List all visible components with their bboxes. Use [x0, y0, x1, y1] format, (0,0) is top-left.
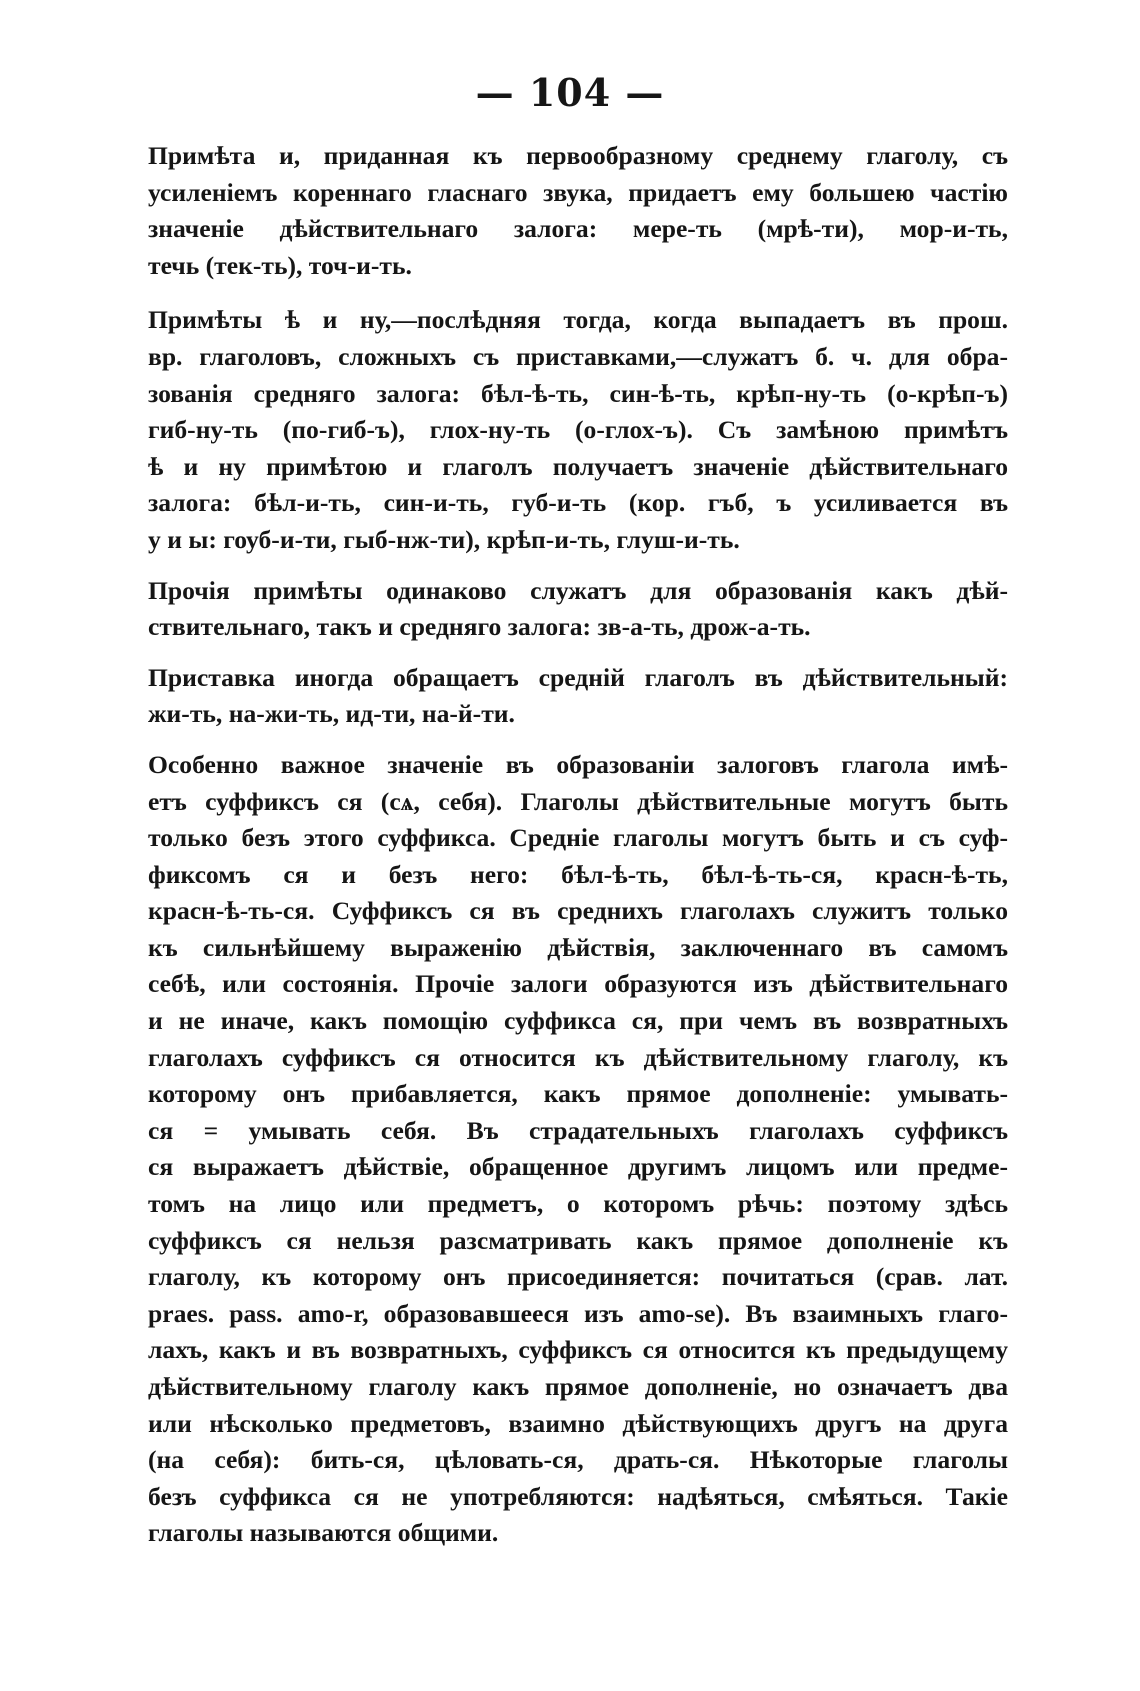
page-number: — 104 —	[475, 70, 665, 115]
text-line: глаголы называются общими.	[148, 1518, 499, 1548]
paragraph-1	[148, 138, 1008, 284]
text-line: вр. глаголовъ, сложныхъ съ приставками,—служатъ б. ч. для обра-	[148, 341, 1008, 371]
text-line: гиб-ну-ть (по-гиб-ъ), глох-ну-ть (о-глох-ъ). Съ замѣною примѣтъ	[148, 415, 1008, 445]
text-line: безъ суффикса ся не употребляются: надѣяться, смѣяться. Такіе	[148, 1481, 1008, 1511]
text-line: дѣйствительному глаголу какъ прямое дополненіе, но означаетъ два	[148, 1372, 1008, 1401]
text-line: себѣ, или состоянія. Прочіе залоги образуются изъ дѣйствительнаго	[148, 969, 1008, 999]
text-line: praes. pass. amo-r, образовавшееся изъ amo-se). Въ взаимныхъ глаго-	[148, 1298, 1008, 1328]
text-line: фиксомъ ся и безъ него: бѣл-ѣ-ть, бѣл-ѣ-ть-ся, красн-ѣ-ть,	[148, 859, 1008, 889]
text-line: Примѣты ѣ и ну,—послѣдняя тогда, когда выпадаетъ въ прош.	[148, 305, 1008, 335]
text-line: ся = умывать себя. Въ страдательныхъ глаголахъ суффиксъ	[148, 1115, 1008, 1145]
text-line: у и ы: гоуб-и-ти, гыб-нж-ти), крѣп-и-ть, глуш-и-ть.	[148, 524, 740, 554]
paragraph-2	[148, 302, 1008, 558]
text-line: Примѣта и, приданная къ первообразному среднему глаголу, съ	[148, 141, 1008, 170]
text-line: суффиксъ ся нельзя разсматривать какъ прямое дополненіе къ	[148, 1225, 1008, 1255]
text-line: етъ суффиксъ ся (сѧ, себя). Глаголы дѣйствительные могутъ быть	[148, 786, 1008, 816]
text-line: Прочія примѣты одинаково служатъ для образованія какъ дѣй-	[148, 575, 1008, 605]
text-line: только безъ этого суффикса. Средніе глаголы могутъ быть и съ суф-	[148, 823, 1008, 853]
text-line: глаголахъ суффиксъ ся относится къ дѣйствительному глаголу, къ	[148, 1042, 1008, 1072]
paragraph-4	[148, 660, 1008, 733]
paragraph-5	[148, 747, 1008, 1552]
text-line: томъ на лицо или предметъ, о которомъ рѣчь: поэтому здѣсь	[148, 1189, 1008, 1219]
text-line: глаголу, къ которому онъ присоединяется: почитаться (срав. лат.	[148, 1262, 1008, 1292]
text-line: красн-ѣ-ть-ся. Суффиксъ ся въ среднихъ глаголахъ служитъ только	[148, 896, 1008, 926]
text-line: лахъ, какъ и въ возвратныхъ, суффиксъ ся относится къ предыдущему	[148, 1335, 1008, 1365]
text-line: (на себя): бить-ся, цѣловать-ся, драть-ся. Нѣкоторые глаголы	[148, 1445, 1008, 1475]
text-line: ѣ и ну примѣтою и глаголъ получаетъ значеніе дѣйствительнаго	[148, 451, 1008, 481]
text-line: и не иначе, какъ помощію суффикса ся, при чемъ въ возвратныхъ	[148, 1006, 1008, 1036]
text-line: жи-ть, на-жи-ть, ид-ти, на-й-ти.	[148, 699, 515, 729]
text-line: усиленіемъ кореннаго гласнаго звука, придаетъ ему большею частію	[148, 177, 1008, 207]
text-line: которому онъ прибавляется, какъ прямое дополненіе: умывать-	[148, 1079, 1008, 1109]
text-line: Приставка иногда обращаетъ средній глаголъ въ дѣйствительный:	[148, 662, 1008, 692]
text-line: зованія средняго залога: бѣл-ѣ-ть, син-ѣ-ть, крѣп-ну-ть (о-крѣп-ъ)	[148, 378, 1008, 408]
text-line: течь (тек-ть), точ-и-ть.	[148, 250, 412, 280]
text-line: залога: бѣл-и-ть, син-и-ть, губ-и-ть (кор. гъб, ъ усиливается въ	[148, 488, 1008, 518]
paragraph-3	[148, 573, 1008, 646]
text-line: къ сильнѣйшему выраженію дѣйствія, заключеннаго въ самомъ	[148, 932, 1008, 962]
text-line: ся выражаетъ дѣйствіе, обращенное другимъ лицомъ или предме-	[148, 1152, 1008, 1182]
text-line: Особенно важное значеніе въ образованіи залоговъ глагола имѣ-	[148, 749, 1008, 779]
text-line: или нѣсколько предметовъ, взаимно дѣйствующихъ другъ на друга	[148, 1408, 1008, 1438]
body-text	[148, 138, 1008, 1566]
text-line: ствительнаго, такъ и средняго залога: зв-а-ть, дрож-а-ть.	[148, 612, 811, 642]
text-line: значеніе дѣйствительнаго залога: мере-ть (мрѣ-ти), мор-и-ть,	[148, 214, 1008, 244]
